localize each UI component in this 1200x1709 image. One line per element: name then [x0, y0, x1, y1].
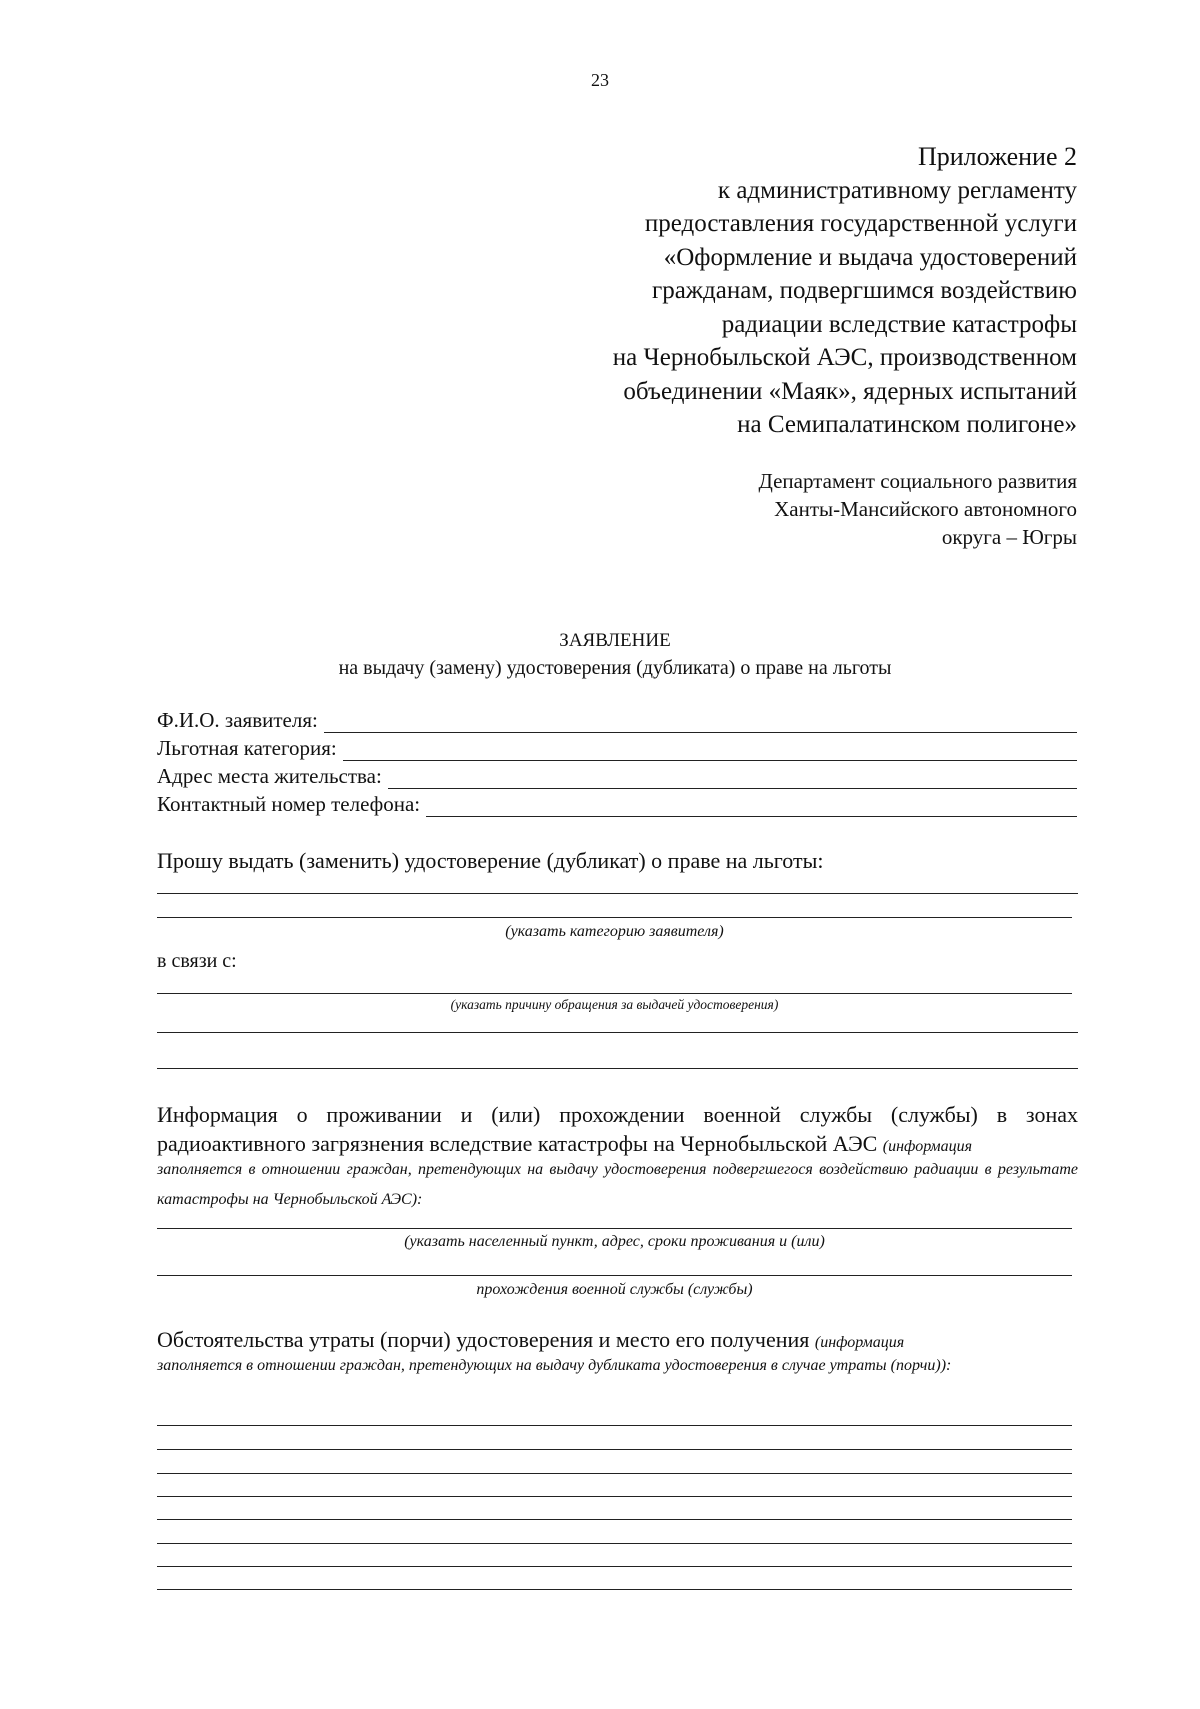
- appendix-line: на Чернобыльской АЭС, производственном: [612, 344, 1077, 371]
- phone-label: Контактный номер телефона:: [157, 792, 421, 816]
- recipient-line: Ханты-Мансийского автономного: [774, 497, 1077, 521]
- loss-line-4[interactable]: [157, 1496, 1072, 1497]
- address-label: Адрес места жительства:: [157, 764, 382, 788]
- request-line-2[interactable]: [157, 917, 1072, 918]
- residence-caption-1: (указать населенный пункт, адрес, сроки проживания и (или): [404, 1233, 825, 1250]
- loss-line-8[interactable]: [157, 1589, 1072, 1590]
- loss-line-2[interactable]: [157, 1449, 1072, 1450]
- reason-line-2[interactable]: [157, 1032, 1078, 1033]
- residence-paragraph: [157, 1100, 1078, 1161]
- residence-text: Информация о проживании и (или) прохождении военной службы (службы) в зонах радиоактивного загрязнения вследствие катастрофы на Чернобыльской АЭС: [157, 1102, 1078, 1156]
- residence-line-2[interactable]: [157, 1275, 1072, 1276]
- appendix-line: объединении «Маяк», ядерных испытаний: [623, 377, 1077, 405]
- recipient-line: Департамент социального развития: [758, 469, 1077, 493]
- request-line-1[interactable]: [157, 893, 1078, 894]
- reason-line-3[interactable]: [157, 1068, 1078, 1069]
- loss-line-1[interactable]: [157, 1425, 1072, 1426]
- appendix-line: радиации вследствие катастрофы: [721, 310, 1077, 338]
- appendix-line: на Семипалатинском полигоне»: [737, 411, 1077, 438]
- appendix-line: гражданам, подвергшимся воздействию: [651, 277, 1077, 304]
- category-label: Льготная категория:: [157, 736, 337, 760]
- phone-field[interactable]: [157, 790, 1077, 817]
- reason-line-1[interactable]: [157, 993, 1072, 994]
- loss-text: Обстоятельства утраты (порчи) удостоверения и место его получения: [157, 1327, 810, 1352]
- request-caption: (указать категорию заявителя): [505, 923, 724, 940]
- appendix-line: «Оформление и выдача удостоверений: [663, 243, 1077, 271]
- loss-note: заполняется в отношении граждан, претендующих на выдачу дубликата удостоверения в случае утраты (порчи)):: [157, 1357, 952, 1374]
- category-field[interactable]: [157, 734, 1077, 761]
- address-field[interactable]: [157, 762, 1077, 789]
- recipient-line: округа – Югры: [941, 525, 1077, 549]
- residence-caption-2: прохождения военной службы (службы): [476, 1281, 753, 1298]
- residence-line-1[interactable]: [157, 1228, 1072, 1229]
- appendix-heading: [437, 140, 1077, 442]
- residence-note-start: (информация: [882, 1138, 973, 1155]
- loss-line-6[interactable]: [157, 1543, 1072, 1544]
- fio-line[interactable]: [324, 710, 1077, 733]
- residence-note: заполняется в отношении граждан, претендующих на выдачу удостоверения подвергшегося воздействию радиации в результате катастрофы на Чернобыльской АЭС):: [157, 1161, 1078, 1208]
- reason-label: в связи с:: [157, 950, 237, 972]
- loss-line-5[interactable]: [157, 1519, 1072, 1520]
- loss-line-3[interactable]: [157, 1473, 1072, 1474]
- address-line[interactable]: [388, 766, 1077, 789]
- page-number: 23: [591, 70, 609, 90]
- request-text: Прошу выдать (заменить) удостоверение (дубликат) о праве на льготы:: [157, 848, 824, 873]
- fio-label: Ф.И.О. заявителя:: [157, 708, 318, 732]
- appendix-line: Приложение 2: [917, 142, 1077, 171]
- document-title: ЗАЯВЛЕНИЕ: [559, 630, 671, 651]
- fio-field[interactable]: [157, 706, 1077, 733]
- document-subtitle: на выдачу (замену) удостоверения (дубликата) о праве на льготы: [338, 657, 892, 679]
- category-line[interactable]: [343, 738, 1077, 761]
- appendix-line: к административному регламенту: [717, 176, 1077, 204]
- phone-line[interactable]: [426, 794, 1077, 817]
- loss-note-start: (информация: [814, 1334, 905, 1351]
- reason-caption: (указать причину обращения за выдачей удостоверения): [450, 997, 779, 1012]
- appendix-line: предоставления государственной услуги: [644, 210, 1077, 237]
- recipient-block: [557, 467, 1077, 551]
- loss-line-7[interactable]: [157, 1566, 1072, 1567]
